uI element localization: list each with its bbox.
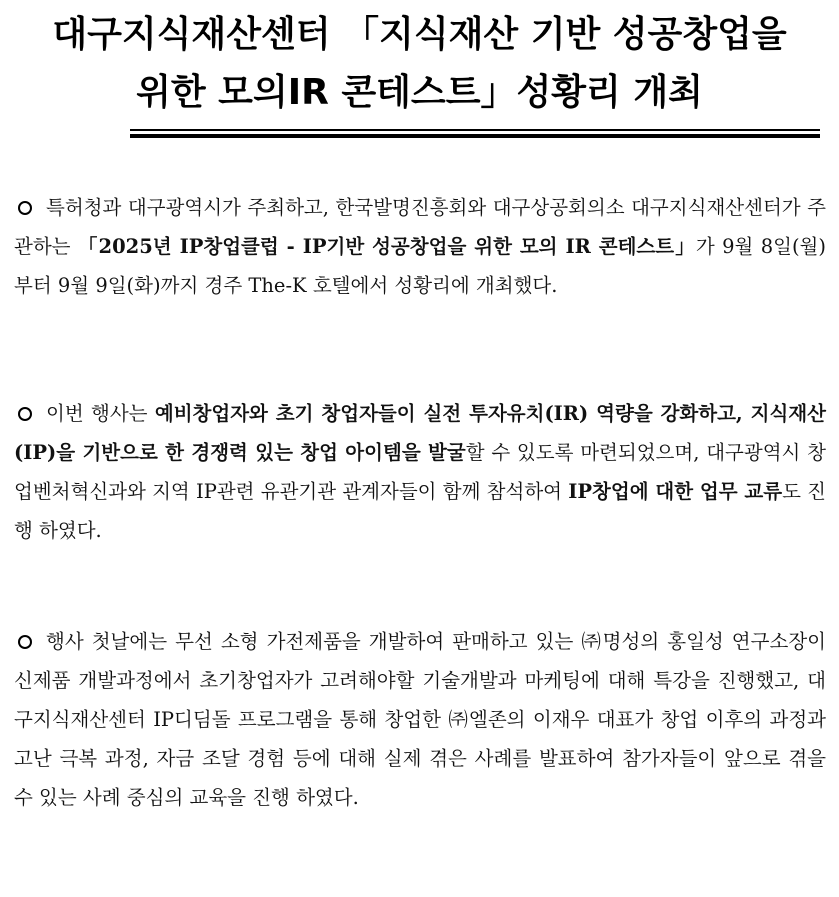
circle-bullet-icon (18, 201, 32, 215)
paragraph-1-text-c: 가 9월 8일(월)부터 9월 9일(화)까지 경주 The-K 호텔에서 성황리에 개최했다. (14, 235, 826, 297)
paragraph-3-text-a: 행사 첫날에는 무선 소형 가전제품을 개발하여 판매하고 있는 ㈜명성의 홍일성 연구소장이 신제품 개발과정에서 초기창업자가 고려해야할 기술개발과 마케팅에 대해 특강을 진행했고, 대구지식재산센터 IP디딤돌 프로그램을 통해 창업한 ㈜엘존의 이재우 대표가 창업 이후의 과정과 고난 극복 과정, 자금 조달 경험 등에 대해 실제 겪은 사례를 발표하여 참가자들이 앞으로 겪을 수 있는 사례 중심의 교육을 진행 하였다. (14, 630, 826, 809)
title-divider-thin (130, 129, 820, 131)
paragraph-3 (14, 622, 826, 817)
paragraph-1-text-b: 「2025년 IP창업클럽 - IP기반 성공창업을 위한 모의 IR 콘테스트」 (77, 235, 696, 258)
paragraph-2-text-e: 도 진행 하였다. (14, 480, 826, 542)
document-title (0, 0, 839, 122)
paragraph-2-text-d: IP창업에 대한 업무 교류 (568, 480, 783, 503)
paragraph-2 (14, 394, 826, 550)
circle-bullet-icon (18, 635, 32, 649)
circle-bullet-icon (18, 407, 32, 421)
title-divider-thick (130, 134, 820, 138)
title-line-1: 대구지식재산센터 「지식재산 기반 성공창업을 (52, 14, 787, 55)
title-line-2: 위한 모의IR 콘테스트」성황리 개최 (136, 72, 703, 113)
paragraph-2-text-a: 이번 행사는 (46, 402, 155, 425)
paragraph-1-text-a: 특허청과 대구광역시가 주최하고, 한국발명진흥회와 대구상공회의소 대구지식재산센터가 주관하는 (14, 196, 826, 258)
paragraph-2-text-b: 예비창업자와 초기 창업자들이 실전 투자유치(IR) 역량을 강화하고, 지식재산(IP)을 기반으로 한 경쟁력 있는 창업 아이템을 발굴 (14, 402, 826, 464)
paragraph-1 (14, 188, 826, 305)
paragraph-2-text-c: 할 수 있도록 마련되었으며, 대구광역시 창업벤처혁신과와 지역 IP관련 유관기관 관계자들이 함께 참석하여 (14, 441, 827, 503)
